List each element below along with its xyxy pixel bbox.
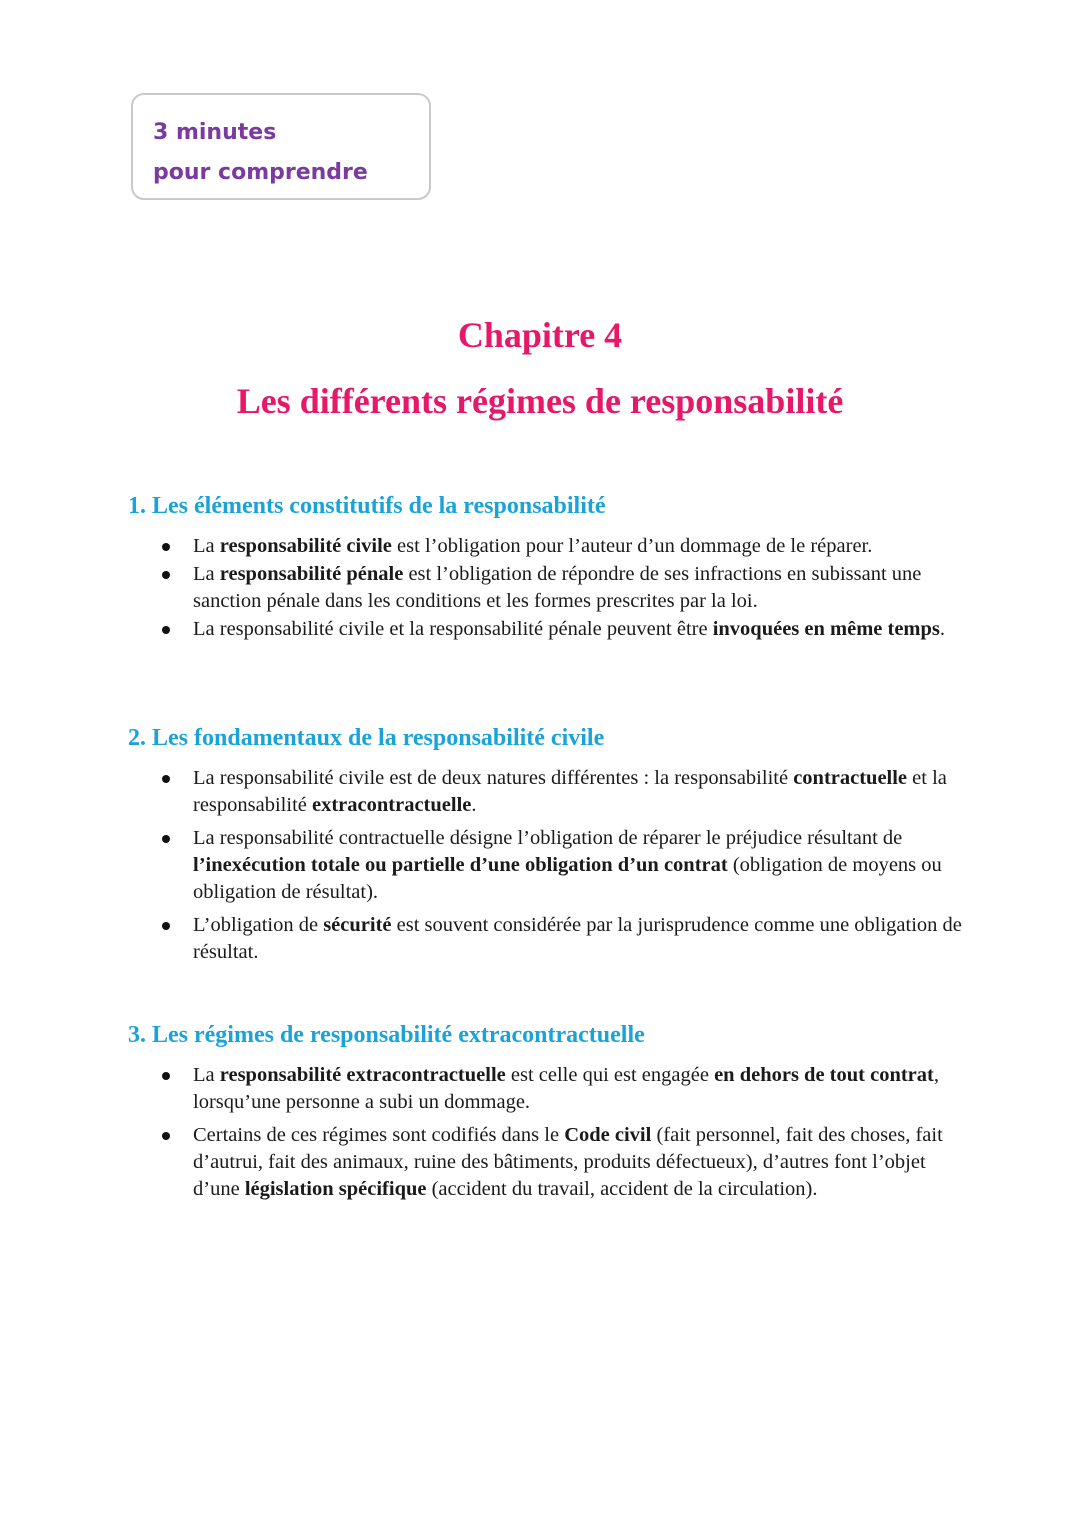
list-item: La responsabilité civile est l’obligation pour l’auteur d’un dommage de le réparer.	[128, 533, 968, 560]
section-heading: 3. Les régimes de responsabilité extracontractuelle	[128, 1022, 645, 1048]
list-item: La responsabilité civile et la responsabilité pénale peuvent être invoquées en même temps.	[128, 616, 968, 643]
section-heading: 1. Les éléments constitutifs de la responsabilité	[128, 493, 606, 519]
list-item: Certains de ces régimes sont codifiés dans le Code civil (fait personnel, fait des choses, fait d’autrui, fait des animaux, ruine des bâtiments, produits défectueux), d’autres font l’objet d’une législation spécifique (accident du travail, accident de la circulation).	[128, 1122, 968, 1203]
bullet-list	[128, 765, 968, 966]
chapter-title: Les différents régimes de responsabilité	[236, 381, 844, 421]
list-item: La responsabilité pénale est l’obligation de répondre de ses infractions en subissant une sanction pénale dans les conditions et les formes prescrites par la loi.	[128, 561, 968, 615]
intro-badge	[131, 93, 431, 200]
list-item: L’obligation de sécurité est souvent considérée par la jurisprudence comme une obligation de résultat.	[128, 912, 968, 966]
badge-line-2: pour comprendre	[153, 160, 368, 185]
list-item: La responsabilité extracontractuelle est celle qui est engagée en dehors de tout contrat, lorsqu’une personne a subi un dommage.	[128, 1062, 968, 1116]
bullet-list	[128, 1062, 968, 1203]
section-3	[128, 1020, 968, 1204]
badge-line-1: 3 minutes	[153, 120, 277, 145]
section-1	[128, 491, 968, 644]
chapter-number: Chapitre 4	[457, 315, 623, 355]
bullet-list	[128, 533, 968, 643]
section-2	[128, 723, 968, 967]
list-item: La responsabilité contractuelle désigne l’obligation de réparer le préjudice résultant de l’inexécution totale ou partielle d’une obligation d’un contrat (obligation de moyens ou obligation de résultat).	[128, 825, 968, 906]
section-heading: 2. Les fondamentaux de la responsabilité civile	[128, 725, 605, 751]
list-item: La responsabilité civile est de deux natures différentes : la responsabilité contractuelle et la responsabilité extracontractuelle.	[128, 765, 968, 819]
